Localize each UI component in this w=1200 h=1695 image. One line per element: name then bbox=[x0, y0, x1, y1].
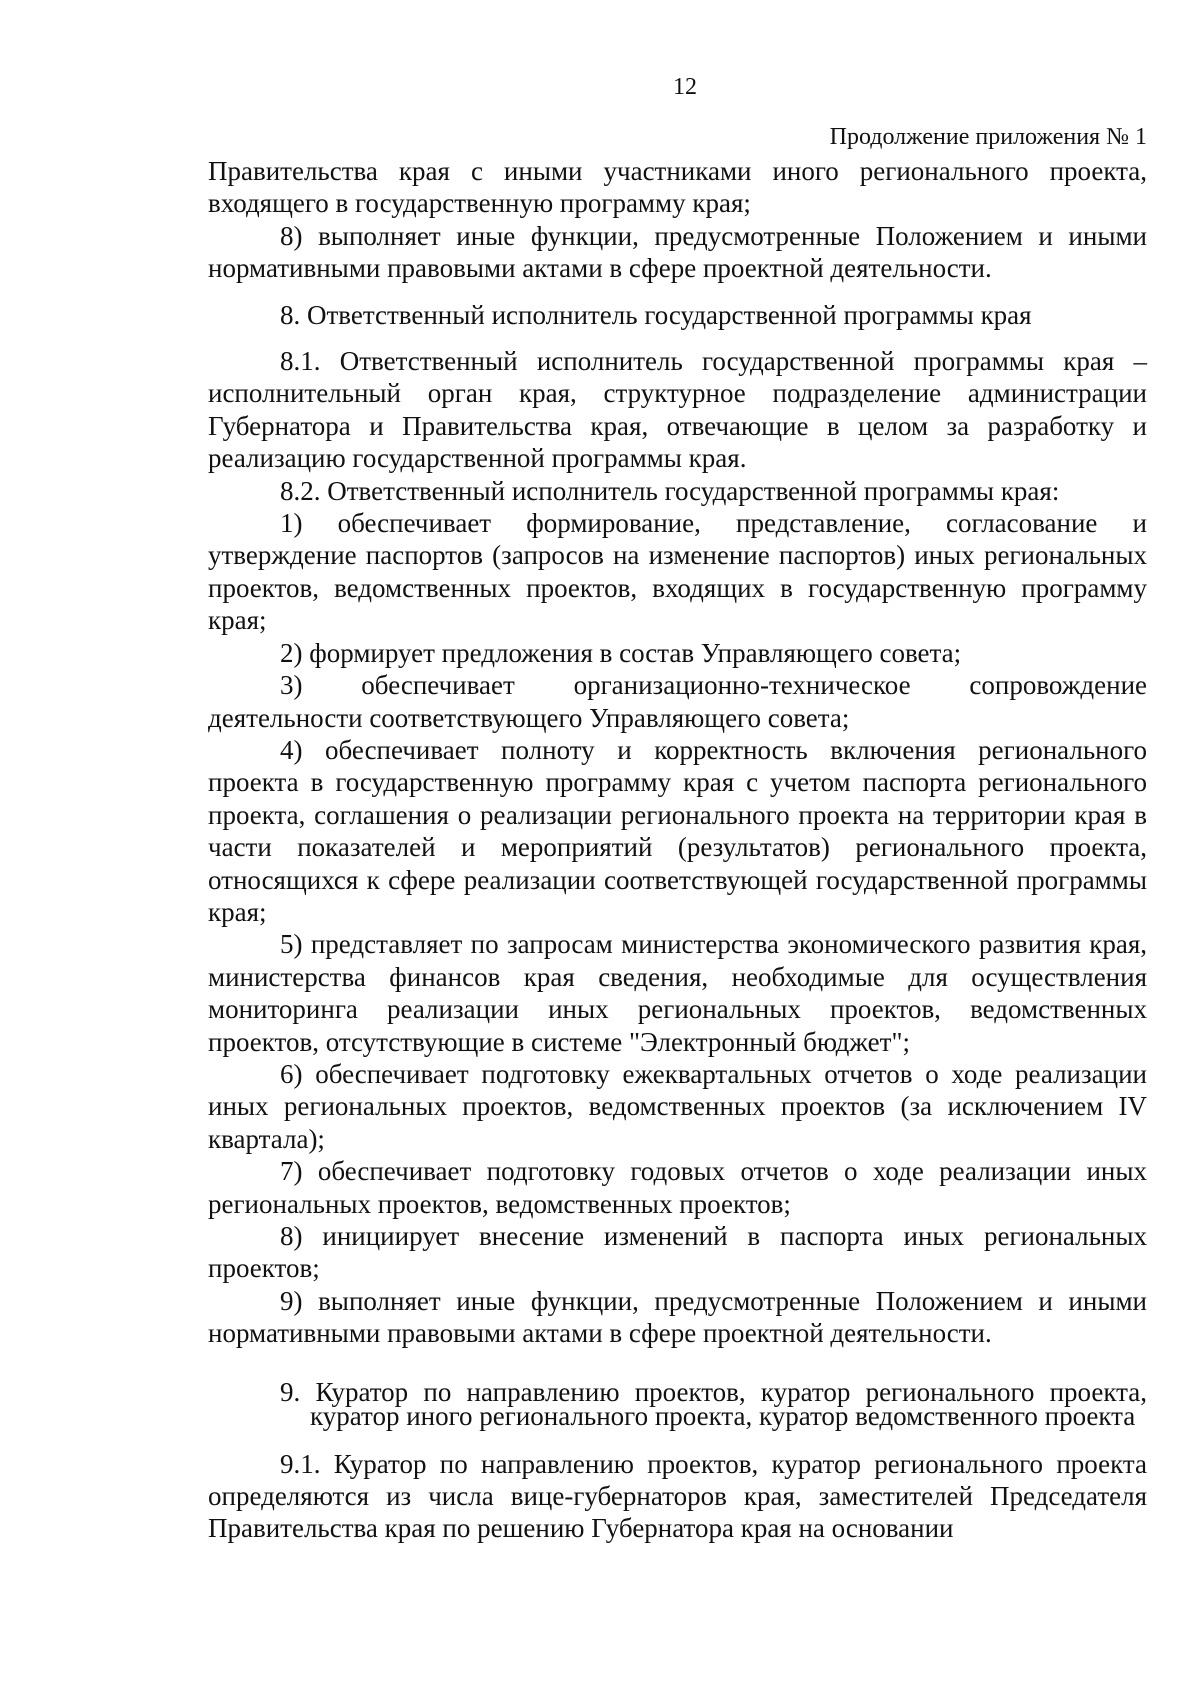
paragraph-8-1: 8.1. Ответственный исполнитель государственной программы края – исполнительный орган края, структурное подразделение администрации Губернатора и Правительства края, отвечающие в целом за разработку и реализацию государственной программы края. bbox=[208, 346, 1147, 474]
list-item-8-2-3: 3) обеспечивает организационно-техническое сопровождение деятельности соответствующего Управляющего совета; bbox=[208, 670, 1147, 733]
paragraph-continuation: Правительства края с иными участниками иного регионального проекта, входящего в государственную программу края; bbox=[208, 156, 1147, 219]
list-item-8-2-7: 7) обеспечивает подготовку годовых отчетов о ходе реализации иных региональных проектов, ведомственных проектов; bbox=[208, 1156, 1147, 1219]
section-heading-8: 8. Ответственный исполнитель государственной программы края bbox=[280, 299, 1032, 330]
list-item-8-2-6: 6) обеспечивает подготовку ежеквартальных отчетов о ходе реализации иных региональных проектов, ведомственных проектов (за исключением IV квартала); bbox=[208, 1058, 1147, 1154]
list-item-7-8: 8) выполняет иные функции, предусмотренные Положением и иными нормативными правовыми актами в сфере проектной деятельности. bbox=[208, 220, 1147, 284]
list-item-8-2-9: 9) выполняет иные функции, предусмотренные Положением и иными нормативными правовыми актами в сфере проектной деятельности. bbox=[208, 1285, 1147, 1349]
list-item-8-2-2: 2) формирует предложения в состав Управляющего совета; bbox=[280, 637, 962, 668]
section-heading-9: 9. Куратор по направлению проектов, куратор регионального проекта, куратор иного регионального проекта, куратор ведомственного проекта bbox=[280, 1376, 1147, 1431]
paragraph-9-1: 9.1. Куратор по направлению проектов, куратор регионального проекта определяются из числа вице-губернаторов края, заместителей Председателя Правительства края по решению Губернатора края на основании bbox=[208, 1448, 1147, 1544]
page-number: 12 bbox=[673, 74, 697, 100]
paragraph-8-2: 8.2. Ответственный исполнитель государственной программы края: bbox=[280, 475, 1060, 506]
appendix-continuation-label: Продолжение приложения № 1 bbox=[829, 124, 1147, 150]
document-body bbox=[208, 155, 1147, 1545]
list-item-8-2-5: 5) представляет по запросам министерства экономического развития края, министерства финансов края сведения, необходимые для осуществления мониторинга реализации иных региональных проектов, ведомственных проектов, отсутствующие в системе "Электронный бюджет"; bbox=[208, 929, 1147, 1057]
list-item-8-2-4: 4) обеспечивает полноту и корректность включения регионального проекта в государственную программу края с учетом паспорта регионального проекта, соглашения о реализации регионального проекта на территории края в части показателей и мероприятий (результатов) регионального проекта, относящихся к сфере реализации соответствующей государственной программы края; bbox=[208, 734, 1147, 927]
list-item-8-2-1: 1) обеспечивает формирование, представление, согласование и утверждение паспортов (запросов на изменение паспортов) иных региональных проектов, ведомственных проектов, входящих в государственную программу края; bbox=[208, 508, 1147, 636]
list-item-8-2-8: 8) инициирует внесение изменений в паспорта иных региональных проектов; bbox=[208, 1221, 1147, 1284]
